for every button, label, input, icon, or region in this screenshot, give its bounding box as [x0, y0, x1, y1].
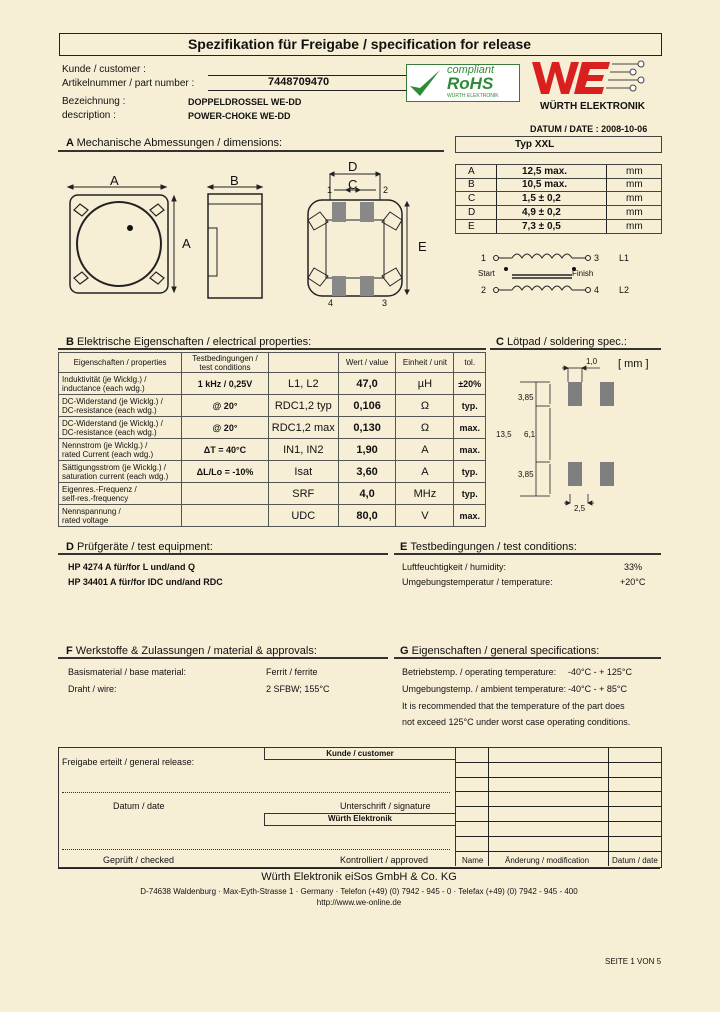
schem-l2: L2 — [619, 285, 630, 295]
section-e-title: Testbedingungen / test conditions: — [410, 541, 577, 553]
condition-cell — [182, 505, 269, 527]
pad-w: 1,0 — [586, 357, 598, 366]
section-a-rule — [58, 150, 444, 152]
prop-cell — [59, 461, 182, 483]
section-g-title: Eigenschaften / general specifications: — [411, 645, 600, 657]
signature-line-1 — [62, 792, 450, 793]
dims-sep — [606, 165, 607, 178]
material-wire-value: 2 SFBW; 155°C — [266, 684, 330, 694]
soldering-pad-drawing — [490, 358, 660, 518]
dims-sep — [606, 178, 607, 191]
pad-h2: 3,85 — [518, 470, 534, 479]
kontrolliert-label: Kontrolliert / approved — [340, 855, 429, 865]
unit-cell: A — [396, 461, 454, 483]
equipment-2: HP 34401 A für/for IDC und/and RDC — [68, 577, 223, 587]
value-cell: 3,60 — [338, 461, 396, 483]
schem-n2: 2 — [481, 285, 487, 295]
pin-3-label: 3 — [382, 298, 388, 308]
unit-cell: V — [396, 505, 454, 527]
electrical-row — [59, 417, 486, 439]
test-humidity-value: 33% — [624, 562, 643, 572]
dims-unit: mm — [626, 221, 643, 232]
dims-sep — [606, 220, 607, 233]
dims-row — [455, 206, 662, 220]
section-b-letter: B — [66, 336, 74, 348]
symbol-cell: Isat — [268, 461, 338, 483]
condition-cell: ΔL/Lo = -10% — [182, 461, 269, 483]
dims-type: Typ XXL — [515, 139, 555, 150]
wurth-header: Würth Elektronik — [327, 814, 392, 823]
symbol-cell: RDC1,2 typ — [268, 395, 338, 417]
dim-c-label: C — [348, 177, 358, 192]
dims-label: D — [468, 207, 476, 218]
rev-grid-line — [456, 791, 661, 792]
electrical-row — [59, 439, 486, 461]
datum-label: Datum / date — [113, 801, 165, 811]
section-b-title: Elektrische Eigenschaften / electrical properties: — [77, 336, 312, 348]
material-base-value: Ferrit / ferrite — [266, 667, 318, 677]
we-logo — [526, 58, 652, 116]
symbol-cell: SRF — [268, 483, 338, 505]
pad-total: 13,5 — [496, 430, 512, 439]
condition-cell — [182, 483, 269, 505]
test-humidity-label: Luftfeuchtigkeit / humidity: — [402, 562, 507, 572]
coil-schematic — [476, 248, 626, 298]
spec-ambient-value: -40°C - + 85°C — [568, 684, 627, 694]
section-d-rule — [58, 553, 388, 555]
dims-unit: mm — [626, 207, 643, 218]
value-cell: 0,106 — [338, 395, 396, 417]
electrical-header-row — [59, 353, 486, 373]
prop-cell — [59, 439, 182, 461]
rev-grid-line — [456, 806, 661, 807]
section-d-heading — [66, 541, 213, 553]
schem-n3: 3 — [594, 253, 600, 263]
dims-sep — [496, 178, 497, 191]
dims-sep — [496, 165, 497, 178]
value-cell: 4,0 — [338, 483, 396, 505]
test-temp-value: +20°C — [620, 577, 646, 587]
test-temp-label: Umgebungstemperatur / temperature: — [402, 577, 553, 587]
value-cell: 47,0 — [338, 373, 396, 395]
tol-cell: max. — [454, 505, 486, 527]
condition-cell: @ 20° — [182, 395, 269, 417]
unit-cell: A — [396, 439, 454, 461]
section-c-rule — [490, 348, 661, 350]
symbol-cell: UDC — [268, 505, 338, 527]
rohs-logo — [406, 64, 520, 102]
rohs-compliant: compliant — [447, 64, 495, 76]
rev-grid-line — [456, 762, 661, 763]
signature-line-2 — [62, 849, 450, 850]
customer-label: Kunde / customer : — [62, 64, 146, 75]
schem-n4: 4 — [594, 285, 600, 295]
dim-d-label: D — [348, 159, 358, 174]
rev-grid-line — [456, 836, 661, 837]
pad-unit: [ mm ] — [618, 358, 649, 370]
unit-cell: Ω — [396, 395, 454, 417]
prop-line-1: Nennspannung / — [62, 506, 121, 516]
col-symbol — [268, 353, 338, 373]
col-conditions: Testbedingungen / test conditions — [182, 353, 269, 373]
electrical-body — [59, 373, 486, 527]
geprueft-label: Geprüft / checked — [103, 855, 175, 865]
section-c-heading — [496, 336, 627, 348]
dims-label: A — [468, 166, 475, 177]
prop-line-2: inductance (each wdg.) — [62, 383, 145, 393]
value-cell: 0,130 — [338, 417, 396, 439]
prop-line-1: Eigenres.-Frequenz / — [62, 484, 137, 494]
electrical-row — [59, 373, 486, 395]
spec-ambient-label: Umgebungstemp. / ambient temperature: — [402, 684, 567, 694]
section-f-title: Werkstoffe & Zulassungen / material & approvals: — [75, 645, 317, 657]
section-g-heading — [400, 645, 599, 657]
brand-name: WÜRTH ELEKTRONIK — [540, 101, 645, 112]
electrical-table — [58, 352, 486, 527]
dims-sep — [606, 206, 607, 219]
condition-cell: 1 kHz / 0,25V — [182, 373, 269, 395]
value-cell: 80,0 — [338, 505, 396, 527]
prop-line-1: Sättigungsstrom (je Wicklg.) / — [62, 462, 167, 472]
condition-cell: ΔT = 40°C — [182, 439, 269, 461]
dims-unit: mm — [626, 193, 643, 204]
schem-start: Start — [478, 269, 495, 278]
tol-cell: typ. — [454, 395, 486, 417]
bezeichnung-label: Bezeichnung : — [62, 96, 126, 107]
condition-cell: @ 20° — [182, 417, 269, 439]
unterschrift-label: Unterschrift / signature — [340, 801, 431, 811]
tol-cell: ±20% — [454, 373, 486, 395]
prop-line-2: rated Current (each wdg.) — [62, 449, 154, 459]
prop-line-1: DC-Widerstand (je Wicklg.) / — [62, 418, 163, 428]
component-side-view — [204, 180, 274, 300]
part-line — [208, 90, 406, 91]
dims-value: 10,5 max. — [522, 179, 568, 190]
col-properties: Eigenschaften / properties — [59, 353, 182, 373]
bezeichnung-value: DOPPELDROSSEL WE-DD — [188, 97, 302, 107]
value-cell: 1,90 — [338, 439, 396, 461]
pad-gap: 2,5 — [574, 504, 586, 513]
dims-value: 4,9 ± 0,2 — [522, 207, 561, 218]
dims-label: B — [468, 179, 475, 190]
pin-1-label: 1 — [327, 185, 333, 195]
revision-grid — [455, 747, 661, 866]
prop-line-2: DC-resistance (each wdg.) — [62, 427, 157, 437]
section-a-title: Mechanische Abmessungen / dimensions: — [76, 137, 283, 149]
schem-n1: 1 — [481, 253, 487, 263]
unit-cell: µH — [396, 373, 454, 395]
tol-cell: max. — [454, 417, 486, 439]
unit-cell: MHz — [396, 483, 454, 505]
electrical-row — [59, 461, 486, 483]
description-label: description : — [62, 110, 116, 121]
prop-cell — [59, 417, 182, 439]
material-base-label: Basismaterial / base material: — [68, 667, 187, 677]
section-d-title: Prüfgeräte / test equipment: — [77, 541, 213, 553]
tol-cell: typ. — [454, 461, 486, 483]
spec-operating-label: Betriebstemp. / operating temperature: — [402, 667, 557, 677]
rohs-sub: WÜRTH ELEKTRONIK — [447, 93, 499, 99]
section-e-letter: E — [400, 541, 408, 553]
rohs-check-icon — [408, 66, 442, 100]
material-wire-label: Draht / wire: — [68, 684, 117, 694]
section-e-rule — [394, 553, 661, 555]
prop-line-2: self-res.-frequency — [62, 493, 129, 503]
electrical-row — [59, 483, 486, 505]
dims-label: E — [468, 221, 475, 232]
tol-cell: typ. — [454, 483, 486, 505]
section-c-title: Lötpad / soldering spec.: — [507, 336, 627, 348]
pin-4-label: 4 — [328, 298, 334, 308]
electrical-row — [59, 505, 486, 527]
rev-col-aenderung: Änderung / modification — [505, 856, 590, 865]
section-c-letter: C — [496, 336, 504, 348]
dims-table — [455, 136, 661, 233]
dims-label: C — [468, 193, 476, 204]
spec-note-1: It is recommended that the temperature of the part does — [402, 701, 625, 711]
footer-url: http://www.we-online.de — [316, 898, 402, 907]
spec-operating-value: -40°C - + 125°C — [568, 667, 632, 677]
dims-unit: mm — [626, 179, 643, 190]
dims-sep — [496, 220, 497, 233]
dims-value: 1,5 ± 0,2 — [522, 193, 561, 204]
dims-sep — [496, 206, 497, 219]
pad-h1: 3,85 — [518, 393, 534, 402]
dim-b-label: B — [230, 173, 239, 188]
rev-col-datum: Datum / date — [612, 856, 658, 865]
symbol-cell: L1, L2 — [268, 373, 338, 395]
dims-row — [455, 178, 662, 192]
dims-sep — [606, 192, 607, 205]
col-value: Wert / value — [338, 353, 396, 373]
footer-address: D-74638 Waldenburg · Max-Eyth-Strasse 1 · Germany · Telefon (+49) (0) 7942 - 945 - 0 · Telefax (+49) (0) 7942 - 945 - 400 — [140, 887, 578, 896]
pad-mid: 6,1 — [524, 430, 536, 439]
section-g-rule — [394, 657, 661, 659]
footer-rule — [58, 868, 660, 869]
part-number: 7448709470 — [268, 76, 330, 88]
section-f-heading — [66, 645, 317, 657]
we-logo-icon — [526, 58, 652, 100]
section-b-rule — [58, 348, 486, 350]
section-d-letter: D — [66, 541, 74, 553]
dims-value: 7,3 ± 0,5 — [522, 221, 561, 232]
dim-a-label: A — [110, 173, 119, 188]
tol-cell: max. — [454, 439, 486, 461]
equipment-1: HP 4274 A für/for L und/and Q — [68, 562, 196, 572]
part-label: Artikelnummer / part number : — [62, 78, 195, 89]
description-value: POWER-CHOKE WE-DD — [188, 111, 291, 121]
prop-cell — [59, 483, 182, 505]
dims-sep — [496, 192, 497, 205]
dim-a-side-label: A — [182, 236, 191, 251]
prop-cell — [59, 395, 182, 417]
rev-col-name: Name — [462, 856, 484, 865]
section-a-letter: A — [66, 137, 74, 149]
prop-line-1: Induktivität (je Wicklg.) / — [62, 374, 147, 384]
pin-2-label: 2 — [383, 185, 389, 195]
dims-unit: mm — [626, 166, 643, 177]
col-tol: tol. — [454, 353, 486, 373]
symbol-cell: RDC1,2 max — [268, 417, 338, 439]
prop-cell — [59, 505, 182, 527]
rev-grid-col — [488, 747, 489, 866]
spec-note-2: not exceed 125°C under worst case operating conditions. — [402, 717, 631, 727]
section-f-letter: F — [66, 645, 73, 657]
schem-l1: L1 — [619, 253, 630, 263]
col-unit: Einheit / unit — [396, 353, 454, 373]
section-g-letter: G — [400, 645, 409, 657]
dims-row — [455, 220, 662, 234]
electrical-row — [59, 395, 486, 417]
kunde-header: Kunde / customer — [326, 749, 394, 758]
footer-company: Würth Elektronik eiSos GmbH & Co. KG — [261, 871, 457, 883]
section-f-rule — [58, 657, 388, 659]
dims-row — [455, 164, 662, 179]
dims-header-box — [455, 136, 662, 153]
section-b-heading — [66, 336, 311, 348]
section-e-heading — [400, 541, 577, 553]
section-a-heading — [66, 137, 282, 149]
symbol-cell: IN1, IN2 — [268, 439, 338, 461]
unit-cell: Ω — [396, 417, 454, 439]
prop-line-2: saturation current (each wdg.) — [62, 471, 169, 481]
page-title: Spezifikation für Freigabe / specification for release — [187, 36, 532, 52]
prop-cell — [59, 373, 182, 395]
rev-grid-line — [456, 851, 661, 852]
date-label: DATUM / DATE : 2008-10-06 — [530, 124, 648, 134]
dims-value: 12,5 max. — [522, 166, 568, 177]
dims-row — [455, 192, 662, 206]
rev-grid-line — [456, 821, 661, 822]
prop-line-1: Nennstrom (je Wicklg.) / — [62, 440, 148, 450]
footer-page: SEITE 1 VON 5 — [605, 957, 662, 966]
freigabe-label: Freigabe erteilt / general release: — [62, 757, 195, 767]
prop-line-1: DC-Widerstand (je Wicklg.) / — [62, 396, 163, 406]
schem-finish: Finish — [572, 269, 594, 278]
prop-line-2: rated voltage — [62, 515, 109, 525]
prop-line-2: DC-resistance (each wdg.) — [62, 405, 157, 415]
rev-grid-line — [456, 777, 661, 778]
rev-grid-col — [608, 747, 609, 866]
component-bottom-view — [300, 160, 440, 310]
rohs-text: RoHS — [447, 74, 494, 93]
dim-e-label: E — [418, 239, 427, 254]
